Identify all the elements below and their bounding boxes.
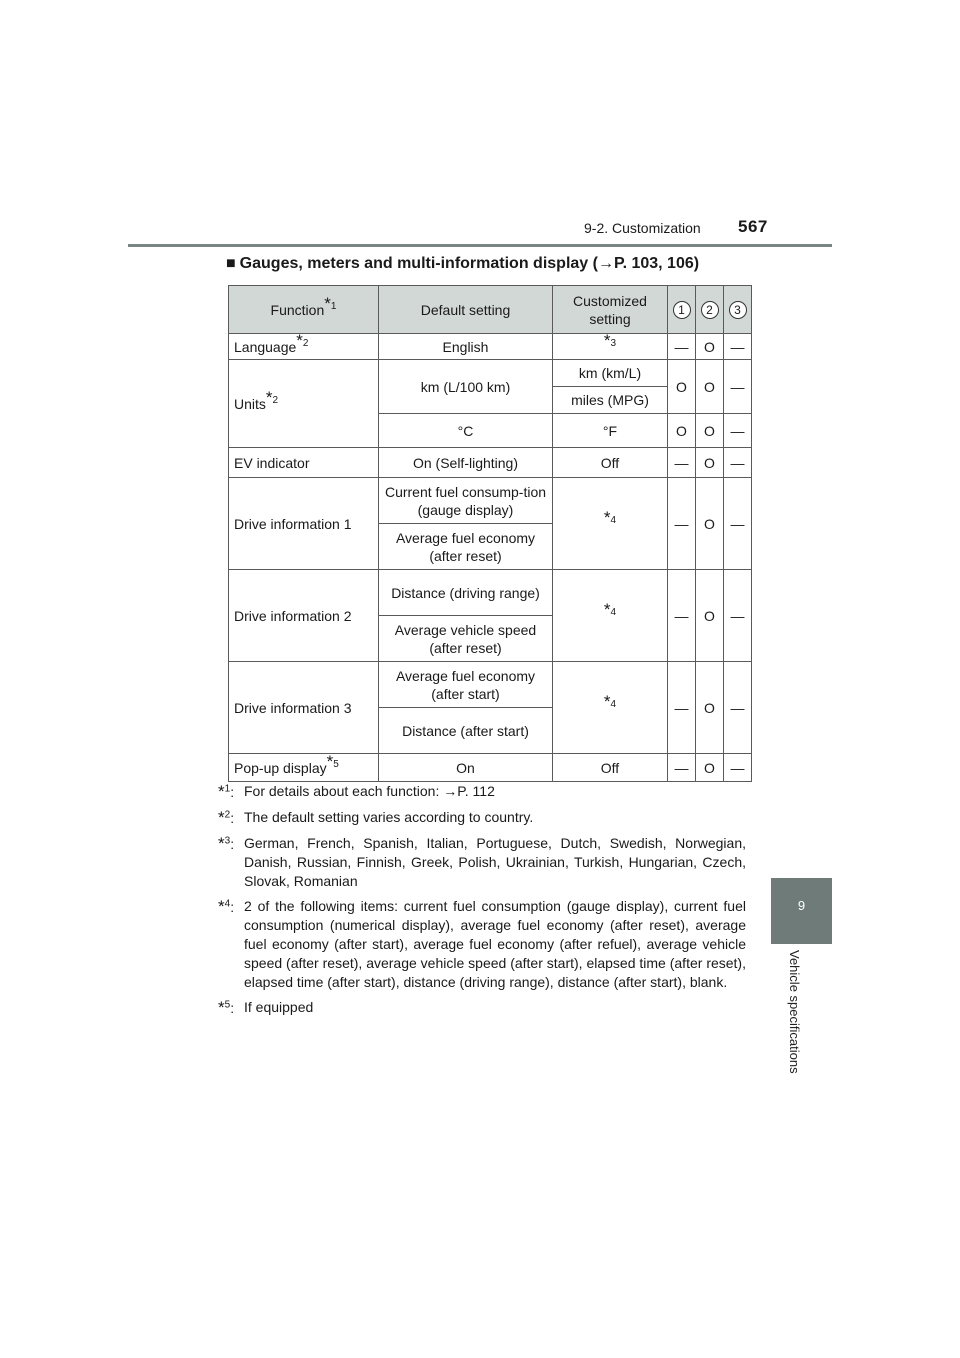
cell-c1: — xyxy=(668,570,696,662)
cell-c3: — xyxy=(724,334,752,360)
cell-c1: — xyxy=(668,478,696,570)
cell-c1: — xyxy=(668,662,696,754)
cell-function: Language$^{*2}$ xyxy=(229,334,379,360)
table-header-row xyxy=(229,286,752,334)
table-row-ev-indicator xyxy=(229,448,752,478)
cell-custom: *4 xyxy=(553,478,668,570)
footnote-2: *$^2$: The default setting varies according to country. xyxy=(218,808,534,827)
cell-custom: *3 xyxy=(553,334,668,360)
cell-function: Units$^{*2}$ xyxy=(229,360,379,448)
cell-custom: Off xyxy=(553,448,668,478)
cell-default: Average vehicle speed (after reset) xyxy=(379,616,553,662)
header-default-setting: Default setting xyxy=(379,286,553,334)
cell-c2: O xyxy=(696,414,724,448)
cell-c2: O xyxy=(696,754,724,782)
cell-custom: miles (MPG) xyxy=(553,387,668,414)
table-row-language xyxy=(229,334,752,360)
cell-custom: *4 xyxy=(553,662,668,754)
header-col-1 xyxy=(668,286,696,334)
cell-default: km (L/100 km) xyxy=(379,360,553,414)
cell-default: Average fuel economy (after reset) xyxy=(379,524,553,570)
chapter-tab xyxy=(771,878,832,944)
cell-c3: — xyxy=(724,754,752,782)
table-row-drive-3 xyxy=(229,662,752,708)
cell-custom: °F xyxy=(553,414,668,448)
cell-c2: O xyxy=(696,334,724,360)
cell-c2: O xyxy=(696,570,724,662)
cell-custom: km (km/L) xyxy=(553,360,668,387)
cell-default: °C xyxy=(379,414,553,448)
cell-c2: O xyxy=(696,360,724,414)
circled-1-icon: 1 xyxy=(673,301,691,319)
header-rule xyxy=(128,244,832,247)
cell-function: Drive information 2 xyxy=(229,570,379,662)
cell-function: Drive information 1 xyxy=(229,478,379,570)
section-heading-text: Gauges, meters and multi-information display (→P. 103, 106) xyxy=(239,255,700,272)
header-section-title: 9-2. Customization xyxy=(584,220,701,236)
cell-c2: O xyxy=(696,662,724,754)
footnote-5: *$^5$: If equipped xyxy=(218,998,314,1017)
cell-function: EV indicator xyxy=(229,448,379,478)
cell-c3: — xyxy=(724,448,752,478)
cell-c3: — xyxy=(724,414,752,448)
cell-c3: — xyxy=(724,662,752,754)
cell-default: On (Self-lighting) xyxy=(379,448,553,478)
cell-c1: O xyxy=(668,414,696,448)
table-row-drive-2 xyxy=(229,570,752,616)
header-col-2 xyxy=(696,286,724,334)
cell-c1: — xyxy=(668,334,696,360)
cell-custom: Off xyxy=(553,754,668,782)
header-customized-setting: Customized setting xyxy=(553,286,668,334)
page-number: 567 xyxy=(738,217,768,236)
chapter-number: 9 xyxy=(797,898,806,913)
cell-c1: — xyxy=(668,754,696,782)
cell-default: Average fuel economy (after start) xyxy=(379,662,553,708)
cell-default: Current fuel consump-tion (gauge display) xyxy=(379,478,553,524)
cell-default: Distance (driving range) xyxy=(379,570,553,616)
square-bullet-icon: ■ xyxy=(226,255,236,272)
cell-c2: O xyxy=(696,448,724,478)
cell-default: English xyxy=(379,334,553,360)
table-row-drive-1 xyxy=(229,478,752,524)
footnote-4: *$^4$: 2 of the following items: current fuel consumption (gauge display), current fuel consumption (numerical display), average fuel economy (after reset), average fuel economy (after start), average fuel economy (after refuel), average vehicle speed (after reset), average vehicle speed (after start), elapsed time (after reset), elapsed time (after start), distance (driving range), distance (after start), blank. xyxy=(218,897,746,990)
cell-function: Drive information 3 xyxy=(229,662,379,754)
footnote-3: *$^3$: German, French, Spanish, Italian, Portuguese, Dutch, Swedish, Norwegian, Danish, Russian, Finnish, Greek, Polish, Ukrainian, Turkish, Hungarian, Czech, Slovak, Romanian xyxy=(218,834,746,889)
circled-3-icon: 3 xyxy=(729,301,747,319)
table-row-units-km xyxy=(229,360,752,387)
section-heading xyxy=(226,255,699,273)
table-row-popup xyxy=(229,754,752,782)
cell-c2: O xyxy=(696,478,724,570)
footnotes xyxy=(218,782,746,1024)
cell-default: Distance (after start) xyxy=(379,708,553,754)
footnote-1: *$^1$: For details about each function: →P. 112 xyxy=(218,782,495,801)
header-col-3 xyxy=(724,286,752,334)
cell-c1: — xyxy=(668,448,696,478)
cell-c3: — xyxy=(724,360,752,414)
chapter-label: Vehicle specifications xyxy=(787,950,802,1074)
cell-default: On xyxy=(379,754,553,782)
cell-c1: O xyxy=(668,360,696,414)
cell-c3: — xyxy=(724,478,752,570)
customization-table xyxy=(228,285,752,782)
cell-function: Pop-up display$^{*5}$ xyxy=(229,754,379,782)
circled-2-icon: 2 xyxy=(701,301,719,319)
header-function: Function$^{*1}$ xyxy=(229,286,379,334)
cell-c3: — xyxy=(724,570,752,662)
cell-custom: *4 xyxy=(553,570,668,662)
